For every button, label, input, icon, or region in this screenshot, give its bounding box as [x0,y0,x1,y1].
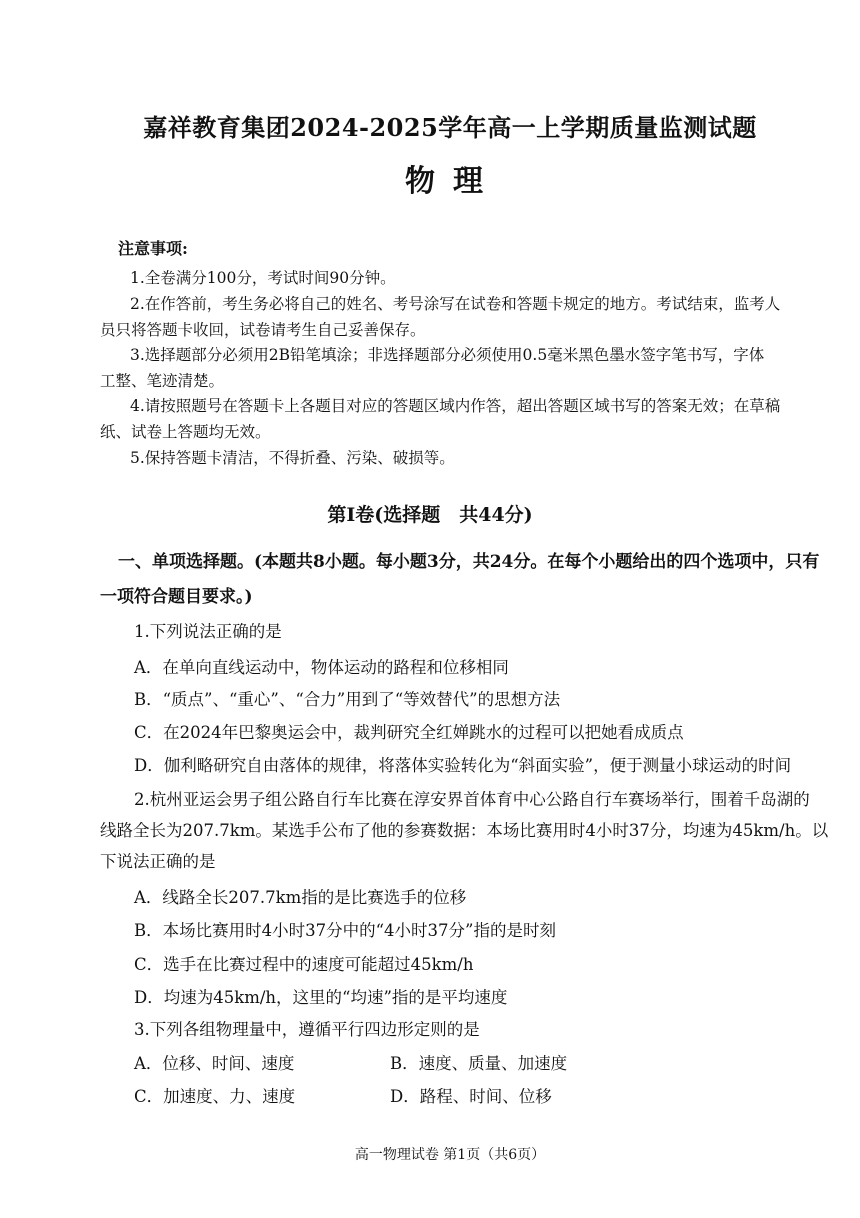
question-1-stem: 1.下列说法正确的是 [134,622,282,641]
notice-line: 纸、试卷上答题均无效。 [100,423,271,441]
question-3-option-b: B．速度、质量、加速度 [390,1054,568,1073]
notice-line: 5.保持答题卡清洁，不得折叠、污染、破损等。 [130,449,455,467]
question-1-option-a: A．在单向直线运动中，物体运动的路程和位移相同 [134,658,509,677]
question-3-option-c: C．加速度、力、速度 [134,1087,296,1106]
question-2-stem: 2.杭州亚运会男子组公路自行车比赛在淳安界首体育中心公路自行车赛场举行，围着千岛湖的 [134,790,810,809]
question-1-option-d: D．伽利略研究自由落体的规律，将落体实验转化为“斜面实验”，便于测量小球运动的时间 [134,756,792,775]
question-2-option-c: C．选手在比赛过程中的速度可能超过45km/h [134,955,474,974]
notice-heading: 注意事项: [118,239,188,258]
notice-line: 4.请按照题号在答题卡上各题目对应的答题区域内作答，超出答题区域书写的答案无效；在草稿 [130,397,781,415]
question-2-option-d: D．均速为45km/h，这里的“均速”指的是平均速度 [134,988,508,1007]
exam-title: 嘉祥教育集团2024-2025学年高一上学期质量监测试题 [143,113,757,142]
notice-line: 3.选择题部分必须用2B铅笔填涂；非选择题部分必须使用0.5毫米黑色墨水签字笔书写，字体 [130,346,765,364]
question-3-option-a: A．位移、时间、速度 [134,1054,295,1073]
notice-line: 2.在作答前，考生务必将自己的姓名、考号涂写在试卷和答题卡规定的地方。考试结束，监考人 [130,295,781,313]
page-footer: 高一物理试卷 第1页（共6页） [354,1147,546,1163]
question-3-stem: 3.下列各组物理量中，遵循平行四边形定则的是 [134,1020,480,1039]
part-heading-line2: 一项符合题目要求。) [100,587,253,607]
notice-line: 员只将答题卡收回，试卷请考生自己妥善保存。 [100,321,426,339]
question-2-option-a: A．线路全长207.7km指的是比赛选手的位移 [134,888,467,907]
question-2-stem: 线路全长为207.7km。某选手公布了他的参赛数据：本场比赛用时4小时37分，均速为45km/h。以 [100,821,829,840]
question-3-option-d: D．路程、时间、位移 [390,1087,552,1106]
part-heading-line1: 一、单项选择题。(本题共8小题。每小题3分，共24分。在每个小题给出的四个选项中，只有 [118,552,820,572]
question-2-option-b: B．本场比赛用时4小时37分中的“4小时37分”指的是时刻 [134,921,556,940]
question-2-stem: 下说法正确的是 [100,852,216,871]
section-title: 第I卷(选择题 共44分) [327,504,533,526]
subject-title: 物理 [405,164,501,199]
question-1-option-c: C．在2024年巴黎奥运会中，裁判研究全红婵跳水的过程可以把她看成质点 [134,723,684,742]
question-1-option-b: B．“质点”、“重心”、“合力”用到了“等效替代”的思想方法 [134,690,561,709]
notice-line: 工整、笔迹清楚。 [100,372,225,390]
notice-line: 1.全卷满分100分，考试时间90分钟。 [130,269,396,287]
